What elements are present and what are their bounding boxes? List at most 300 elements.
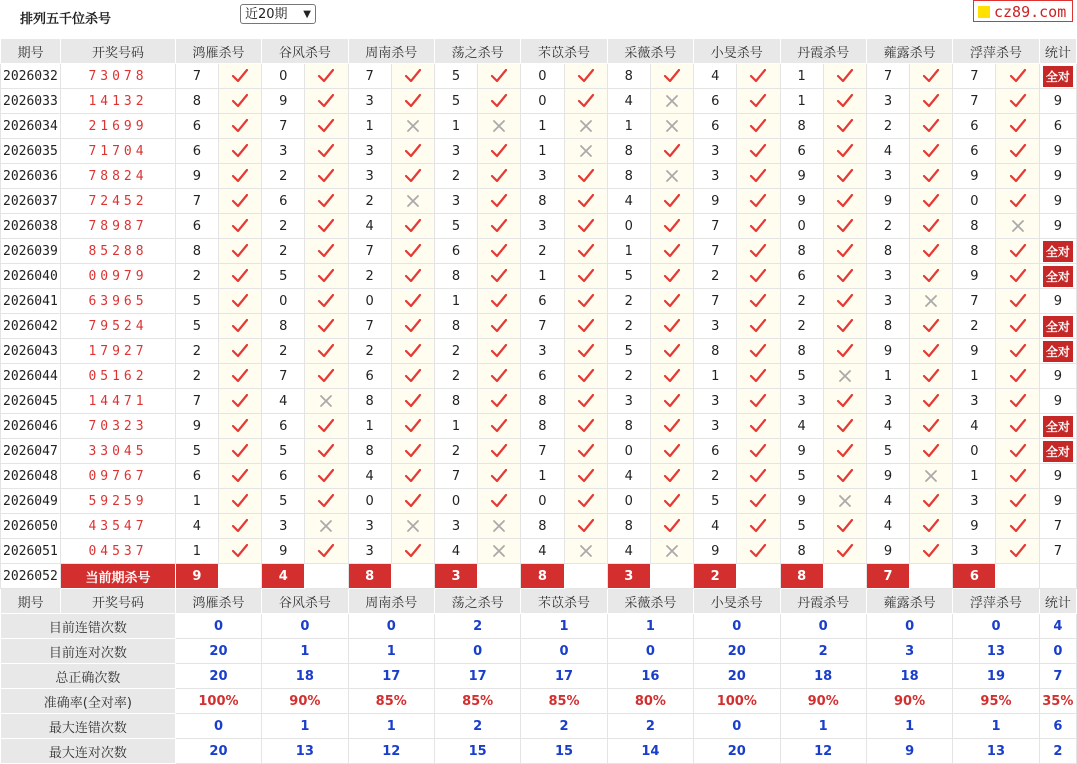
kill-number: 1 — [434, 289, 477, 314]
kill-number: 2 — [694, 464, 737, 489]
kill-number: 0 — [521, 64, 564, 89]
check-icon — [823, 239, 866, 264]
check-icon — [218, 364, 261, 389]
check-icon — [996, 414, 1039, 439]
check-icon — [823, 439, 866, 464]
stat-cell: 9 — [1039, 364, 1076, 389]
check-icon — [823, 339, 866, 364]
all-correct-badge: 全对 — [1043, 316, 1073, 337]
column-header: 期号 — [1, 589, 61, 614]
check-icon — [650, 339, 693, 364]
check-icon — [391, 464, 434, 489]
period-select[interactable] — [240, 4, 316, 24]
kill-number: 5 — [262, 439, 305, 464]
table-row — [1, 339, 1077, 364]
current-kill-number: 3 — [434, 564, 477, 589]
table-row — [1, 139, 1077, 164]
stats-label: 目前连对次数 — [1, 639, 176, 664]
kill-number: 7 — [434, 464, 477, 489]
check-icon — [391, 389, 434, 414]
check-icon — [910, 539, 953, 564]
check-icon — [305, 364, 348, 389]
kill-number: 8 — [780, 114, 823, 139]
kill-number: 3 — [348, 514, 391, 539]
current-kill-number: 8 — [521, 564, 564, 589]
check-icon — [996, 239, 1039, 264]
chevron-down-icon: ▼ — [303, 9, 311, 20]
kill-number: 6 — [694, 114, 737, 139]
check-icon — [564, 489, 607, 514]
check-icon — [737, 314, 780, 339]
check-icon — [218, 164, 261, 189]
kill-number: 3 — [694, 414, 737, 439]
empty-cell — [823, 564, 866, 589]
stats-row — [1, 614, 1077, 639]
kill-number: 5 — [434, 64, 477, 89]
check-icon — [305, 339, 348, 364]
check-icon — [478, 364, 521, 389]
kill-number: 4 — [780, 414, 823, 439]
kill-number: 9 — [694, 539, 737, 564]
check-icon — [910, 264, 953, 289]
kill-number: 5 — [780, 364, 823, 389]
issue-number: 2026047 — [1, 439, 61, 464]
stats-value: 0 — [1039, 639, 1076, 664]
current-kill-number: 7 — [866, 564, 909, 589]
check-icon — [305, 139, 348, 164]
stat-cell — [1039, 439, 1076, 464]
stats-value: 100% — [694, 689, 780, 714]
kill-number: 9 — [175, 414, 218, 439]
check-icon — [218, 139, 261, 164]
issue-number: 2026049 — [1, 489, 61, 514]
stats-value: 85% — [434, 689, 520, 714]
stats-value: 20 — [175, 739, 261, 764]
check-icon — [996, 289, 1039, 314]
check-icon — [996, 264, 1039, 289]
kill-number: 3 — [348, 89, 391, 114]
kill-number: 3 — [434, 139, 477, 164]
stats-value: 12 — [780, 739, 866, 764]
column-header: 周南杀号 — [348, 589, 434, 614]
stats-row — [1, 689, 1077, 714]
kill-number: 3 — [866, 289, 909, 314]
check-icon — [391, 289, 434, 314]
stats-value: 2 — [521, 714, 607, 739]
draw-number: 09767 — [61, 464, 176, 489]
stat-cell — [1039, 264, 1076, 289]
check-icon — [391, 439, 434, 464]
draw-number: 04537 — [61, 539, 176, 564]
cross-icon — [564, 114, 607, 139]
check-icon — [564, 264, 607, 289]
kill-number: 8 — [521, 514, 564, 539]
check-icon — [823, 164, 866, 189]
stat-cell — [1039, 239, 1076, 264]
stats-value: 0 — [348, 614, 434, 639]
stats-value: 17 — [348, 664, 434, 689]
stat-cell: 9 — [1039, 389, 1076, 414]
kill-number: 7 — [866, 64, 909, 89]
table-row — [1, 214, 1077, 239]
kill-number: 2 — [348, 189, 391, 214]
stats-label: 最大连对次数 — [1, 739, 176, 764]
stat-cell: 6 — [1039, 114, 1076, 139]
stats-value: 13 — [953, 739, 1039, 764]
kill-number: 4 — [866, 139, 909, 164]
stats-value: 1 — [866, 714, 952, 739]
kill-number: 2 — [607, 289, 650, 314]
draw-number: 33045 — [61, 439, 176, 464]
check-icon — [305, 464, 348, 489]
kill-number: 5 — [262, 489, 305, 514]
draw-number: 72452 — [61, 189, 176, 214]
kill-number: 4 — [607, 539, 650, 564]
check-icon — [996, 314, 1039, 339]
stat-cell — [1039, 414, 1076, 439]
stats-value: 18 — [780, 664, 866, 689]
check-icon — [218, 539, 261, 564]
kill-number: 1 — [521, 464, 564, 489]
kill-number: 3 — [866, 89, 909, 114]
kill-number: 0 — [262, 289, 305, 314]
column-header: 小旻杀号 — [694, 39, 780, 64]
kill-number: 8 — [521, 189, 564, 214]
table-row — [1, 289, 1077, 314]
kill-number: 7 — [521, 439, 564, 464]
kill-number: 8 — [953, 214, 996, 239]
cross-icon — [564, 139, 607, 164]
column-header: 浮萍杀号 — [953, 589, 1039, 614]
kill-number: 7 — [175, 64, 218, 89]
stats-value: 1 — [348, 639, 434, 664]
kill-number: 8 — [866, 239, 909, 264]
check-icon — [391, 264, 434, 289]
kill-number: 7 — [348, 64, 391, 89]
kill-number: 3 — [953, 489, 996, 514]
stats-value: 7 — [1039, 664, 1076, 689]
check-icon — [650, 439, 693, 464]
kill-number: 0 — [521, 89, 564, 114]
check-icon — [391, 239, 434, 264]
issue-number: 2026035 — [1, 139, 61, 164]
check-icon — [218, 339, 261, 364]
kill-number: 8 — [262, 314, 305, 339]
check-icon — [910, 439, 953, 464]
check-icon — [305, 314, 348, 339]
kill-number: 5 — [262, 264, 305, 289]
kill-number: 3 — [521, 214, 564, 239]
stats-value: 20 — [175, 639, 261, 664]
kill-number: 2 — [607, 364, 650, 389]
kill-number: 5 — [694, 489, 737, 514]
stats-value: 0 — [607, 639, 693, 664]
kill-number: 6 — [953, 139, 996, 164]
column-header: 蕹露杀号 — [866, 589, 952, 614]
issue-number: 2026040 — [1, 264, 61, 289]
table-row — [1, 439, 1077, 464]
stats-value: 13 — [953, 639, 1039, 664]
cross-icon — [478, 514, 521, 539]
current-kill-number: 8 — [780, 564, 823, 589]
kill-number: 9 — [780, 164, 823, 189]
kill-number: 8 — [175, 239, 218, 264]
check-icon — [823, 314, 866, 339]
draw-number: 63965 — [61, 289, 176, 314]
kill-number: 8 — [521, 389, 564, 414]
all-correct-badge: 全对 — [1043, 266, 1073, 287]
stat-cell — [1039, 314, 1076, 339]
check-icon — [478, 439, 521, 464]
table-row — [1, 539, 1077, 564]
stats-value: 80% — [607, 689, 693, 714]
column-header: 统计 — [1039, 39, 1076, 64]
stat-cell: 9 — [1039, 489, 1076, 514]
kill-number: 1 — [780, 64, 823, 89]
table-row — [1, 89, 1077, 114]
kill-number: 9 — [953, 339, 996, 364]
kill-number: 2 — [175, 339, 218, 364]
current-kill-number: 4 — [262, 564, 305, 589]
table-row — [1, 514, 1077, 539]
check-icon — [478, 264, 521, 289]
kill-number: 3 — [607, 389, 650, 414]
kill-number: 5 — [607, 264, 650, 289]
stats-value: 15 — [521, 739, 607, 764]
draw-number: 00979 — [61, 264, 176, 289]
kill-number: 8 — [607, 64, 650, 89]
check-icon — [910, 189, 953, 214]
empty-cell — [910, 564, 953, 589]
cross-icon — [910, 289, 953, 314]
check-icon — [478, 139, 521, 164]
check-icon — [650, 364, 693, 389]
period-select-value: 近20期 — [245, 7, 288, 22]
stats-value: 9 — [866, 739, 952, 764]
check-icon — [218, 414, 261, 439]
check-icon — [737, 539, 780, 564]
kill-number: 6 — [175, 214, 218, 239]
stats-value: 90% — [262, 689, 348, 714]
table-row — [1, 414, 1077, 439]
check-icon — [650, 139, 693, 164]
check-icon — [478, 414, 521, 439]
check-icon — [305, 239, 348, 264]
current-kill-number: 9 — [175, 564, 218, 589]
stats-value: 0 — [780, 614, 866, 639]
check-icon — [650, 389, 693, 414]
kill-number: 2 — [262, 214, 305, 239]
table-row — [1, 364, 1077, 389]
check-icon — [218, 389, 261, 414]
check-icon — [478, 489, 521, 514]
kill-number: 9 — [780, 489, 823, 514]
kill-number: 7 — [348, 239, 391, 264]
stats-value: 15 — [434, 739, 520, 764]
kill-number: 4 — [348, 214, 391, 239]
stat-cell: 9 — [1039, 164, 1076, 189]
kill-number: 3 — [694, 314, 737, 339]
check-icon — [305, 264, 348, 289]
kill-number: 7 — [953, 64, 996, 89]
kill-number: 2 — [348, 339, 391, 364]
check-icon — [996, 514, 1039, 539]
draw-number: 05162 — [61, 364, 176, 389]
kill-number: 9 — [866, 539, 909, 564]
check-icon — [910, 364, 953, 389]
kill-number: 2 — [434, 439, 477, 464]
kill-number: 6 — [780, 264, 823, 289]
check-icon — [478, 64, 521, 89]
kill-number: 7 — [953, 289, 996, 314]
check-icon — [564, 239, 607, 264]
kill-number: 0 — [953, 189, 996, 214]
kill-number: 7 — [262, 364, 305, 389]
site-logo[interactable] — [973, 0, 1073, 22]
draw-number: 59259 — [61, 489, 176, 514]
kill-number: 9 — [953, 514, 996, 539]
kill-number: 1 — [866, 364, 909, 389]
check-icon — [823, 139, 866, 164]
check-icon — [391, 539, 434, 564]
kill-number: 8 — [607, 139, 650, 164]
empty-cell — [996, 564, 1039, 589]
column-header: 统计 — [1039, 589, 1076, 614]
stats-value: 0 — [694, 714, 780, 739]
check-icon — [650, 514, 693, 539]
check-icon — [218, 64, 261, 89]
check-icon — [218, 89, 261, 114]
check-icon — [391, 489, 434, 514]
check-icon — [564, 389, 607, 414]
kill-number: 0 — [434, 489, 477, 514]
kill-number: 1 — [780, 89, 823, 114]
kill-number: 6 — [175, 114, 218, 139]
kill-number: 8 — [348, 389, 391, 414]
stats-value: 1 — [780, 714, 866, 739]
kill-number: 3 — [348, 539, 391, 564]
cross-icon — [650, 164, 693, 189]
stats-value: 18 — [262, 664, 348, 689]
current-kill-number: 2 — [694, 564, 737, 589]
check-icon — [737, 114, 780, 139]
check-icon — [650, 64, 693, 89]
current-kill-number: 6 — [953, 564, 996, 589]
check-icon — [996, 164, 1039, 189]
issue-number: 2026039 — [1, 239, 61, 264]
stats-value: 35% — [1039, 689, 1076, 714]
stats-row — [1, 714, 1077, 739]
issue-number: 2026033 — [1, 89, 61, 114]
stat-cell: 9 — [1039, 139, 1076, 164]
issue-number: 2026042 — [1, 314, 61, 339]
check-icon — [910, 114, 953, 139]
empty-cell — [650, 564, 693, 589]
check-icon — [218, 289, 261, 314]
column-header: 周南杀号 — [348, 39, 434, 64]
check-icon — [650, 189, 693, 214]
kill-number: 6 — [175, 464, 218, 489]
kill-number: 1 — [521, 264, 564, 289]
stats-label: 总正确次数 — [1, 664, 176, 689]
table-row — [1, 64, 1077, 89]
cross-icon — [391, 189, 434, 214]
draw-number: 14471 — [61, 389, 176, 414]
kill-number: 2 — [780, 289, 823, 314]
draw-number: 14132 — [61, 89, 176, 114]
kill-number: 4 — [866, 414, 909, 439]
stats-value: 20 — [694, 739, 780, 764]
stat-cell: 9 — [1039, 89, 1076, 114]
all-correct-badge: 全对 — [1043, 416, 1073, 437]
check-icon — [391, 364, 434, 389]
cross-icon — [478, 539, 521, 564]
kill-number: 7 — [694, 214, 737, 239]
check-icon — [478, 339, 521, 364]
cross-icon — [391, 514, 434, 539]
table-row — [1, 164, 1077, 189]
kill-number: 0 — [348, 489, 391, 514]
check-icon — [996, 89, 1039, 114]
kill-number: 8 — [607, 514, 650, 539]
check-icon — [650, 414, 693, 439]
check-icon — [564, 414, 607, 439]
issue-number: 2026032 — [1, 64, 61, 89]
kill-number: 1 — [521, 114, 564, 139]
check-icon — [305, 539, 348, 564]
check-icon — [737, 289, 780, 314]
kill-number: 7 — [348, 314, 391, 339]
stats-value: 1 — [262, 714, 348, 739]
kill-number: 3 — [348, 164, 391, 189]
check-icon — [823, 64, 866, 89]
kill-number: 9 — [175, 164, 218, 189]
check-icon — [218, 189, 261, 214]
stats-value: 1 — [607, 614, 693, 639]
kill-number: 5 — [780, 514, 823, 539]
kill-number: 1 — [348, 114, 391, 139]
check-icon — [564, 364, 607, 389]
check-icon — [305, 289, 348, 314]
kill-number: 8 — [694, 339, 737, 364]
stats-value: 95% — [953, 689, 1039, 714]
kill-number: 8 — [953, 239, 996, 264]
check-icon — [305, 89, 348, 114]
kill-number: 4 — [866, 489, 909, 514]
check-icon — [564, 189, 607, 214]
issue-number: 2026043 — [1, 339, 61, 364]
kill-number: 4 — [953, 414, 996, 439]
kill-number: 8 — [780, 339, 823, 364]
kill-number: 0 — [262, 64, 305, 89]
column-header: 谷风杀号 — [262, 589, 348, 614]
kill-number: 1 — [953, 364, 996, 389]
stats-value: 100% — [175, 689, 261, 714]
kill-number: 3 — [262, 514, 305, 539]
check-icon — [391, 139, 434, 164]
stats-value: 20 — [694, 639, 780, 664]
draw-number: 21699 — [61, 114, 176, 139]
check-icon — [478, 189, 521, 214]
stats-value: 0 — [434, 639, 520, 664]
stats-value: 17 — [521, 664, 607, 689]
issue-number: 2026041 — [1, 289, 61, 314]
current-kill-number: 3 — [607, 564, 650, 589]
check-icon — [305, 114, 348, 139]
check-icon — [218, 439, 261, 464]
empty-cell — [737, 564, 780, 589]
table-row — [1, 489, 1077, 514]
